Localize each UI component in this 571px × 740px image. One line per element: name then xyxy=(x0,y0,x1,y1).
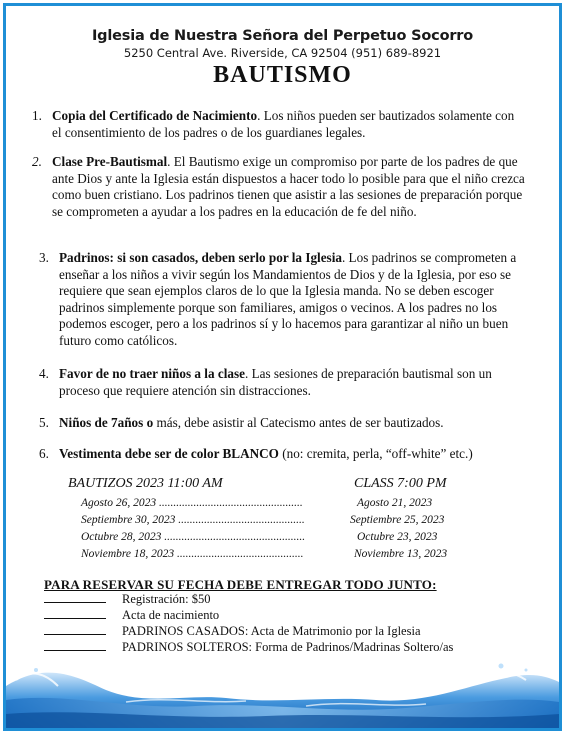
item-number: 1. xyxy=(32,108,42,123)
item-text: (no: cremita, perla, “off-white” etc.) xyxy=(278,446,473,461)
water-splash-decoration xyxy=(6,656,559,728)
requirement-registration xyxy=(44,592,211,607)
item-number: 4. xyxy=(39,366,49,381)
item-heading: Copia del Certificado de Nacimiento xyxy=(52,108,258,123)
item-heading: Clase Pre-Bautismal xyxy=(52,154,168,169)
item-heading: Padrinos: si son casados, deben serlo por la Iglesia xyxy=(59,250,342,265)
item-number: 2. xyxy=(32,154,42,169)
blank-line xyxy=(44,608,106,619)
baptism-schedule-header: BAUTIZOS 2023 11:00 AM xyxy=(68,476,223,491)
schedule-row-baptism: Noviembre 18, 2023 ............................................ xyxy=(81,548,304,560)
list-item-1 xyxy=(32,108,522,141)
item-heading: Favor de no traer niños a la clase xyxy=(59,366,245,381)
item-number: 3. xyxy=(39,250,49,265)
schedule-row-class: Noviembre 13, 2023 xyxy=(354,548,448,560)
item-number: 6. xyxy=(39,446,49,461)
requirement-label: PADRINOS SOLTEROS: Forma de Padrinos/Madrinas Soltero/as xyxy=(122,640,454,654)
blank-line xyxy=(44,624,106,635)
blank-line xyxy=(44,592,106,603)
list-item-2 xyxy=(32,154,534,220)
document-frame xyxy=(3,3,562,731)
schedule-row-class: Agosto 21, 2023 xyxy=(357,497,433,509)
class-schedule-header: CLASS 7:00 PM xyxy=(354,476,447,491)
item-text: . Los niños pueden ser bautizados solamente con el consentimiento de los padres o de los guardianes legales. xyxy=(52,108,515,140)
item-text: . Las sesiones de preparación bautismal son un proceso que requiere atención sin distracciones. xyxy=(59,366,492,398)
item-heading: Niños de 7años o xyxy=(59,415,154,430)
schedule-row-baptism: Septiembre 30, 2023 ............................................ xyxy=(81,514,305,526)
requirement-birth-certificate xyxy=(44,608,219,623)
requirement-single-godparents xyxy=(44,640,453,655)
item-text: . Los padrinos se comprometen a enseñar a los niños a vivir según los Mandamientos de Dios y de la Iglesia, por eso se requiere que sean ejemplos claros de lo que la Iglesia manda. No se deben escoger padrinos simplemente porque son familiares, amigos o vecinos. A los padres no los podemos escoger, pero a los padrinos sí y lo hacemos para garantizar al niño un buen futuro como católicos. xyxy=(59,250,517,348)
schedule-row-class: Octubre 23, 2023 xyxy=(357,531,438,543)
requirement-label: PADRINOS CASADOS: Acta de Matrimonio por la Iglesia xyxy=(122,624,421,638)
page-title: BAUTISMO xyxy=(213,62,352,88)
requirement-label: Registración: $50 xyxy=(122,592,211,606)
schedule-row-baptism: Octubre 28, 2023 ................................................. xyxy=(81,531,306,543)
list-item-4 xyxy=(39,366,531,399)
requirement-married-godparents xyxy=(44,624,421,639)
list-item-6 xyxy=(39,446,549,463)
item-text: . El Bautismo exige un compromiso por parte de los padres de que ante Dios y ante la Iglesia están dispuestos a hacer todo lo posible para que el niño crezca como buen cristiano. Los padrinos tienen que asistir a las sesiones de preparación porque se comprometen a ayudar a los padres en la educación de fe del niño. xyxy=(52,154,525,219)
list-item-5 xyxy=(39,415,531,432)
list-item-3 xyxy=(39,250,531,349)
item-heading: Vestimenta debe ser de color BLANCO xyxy=(59,446,279,461)
church-address: 5250 Central Ave. Riverside, CA 92504 (951) 689-8921 xyxy=(123,46,442,60)
item-text: más, debe asistir al Catecismo antes de ser bautizados. xyxy=(153,415,444,430)
blank-line xyxy=(44,640,106,651)
item-number: 5. xyxy=(39,415,49,430)
schedule-row-class: Septiembre 25, 2023 xyxy=(350,514,445,526)
reserve-title: PARA RESERVAR SU FECHA DEBE ENTREGAR TODO JUNTO: xyxy=(44,577,437,592)
church-name: Iglesia de Nuestra Señora del Perpetuo Socorro xyxy=(91,28,473,44)
requirement-label: Acta de nacimiento xyxy=(122,608,220,622)
schedule-row-baptism: Agosto 26, 2023 .................................................. xyxy=(81,497,303,509)
